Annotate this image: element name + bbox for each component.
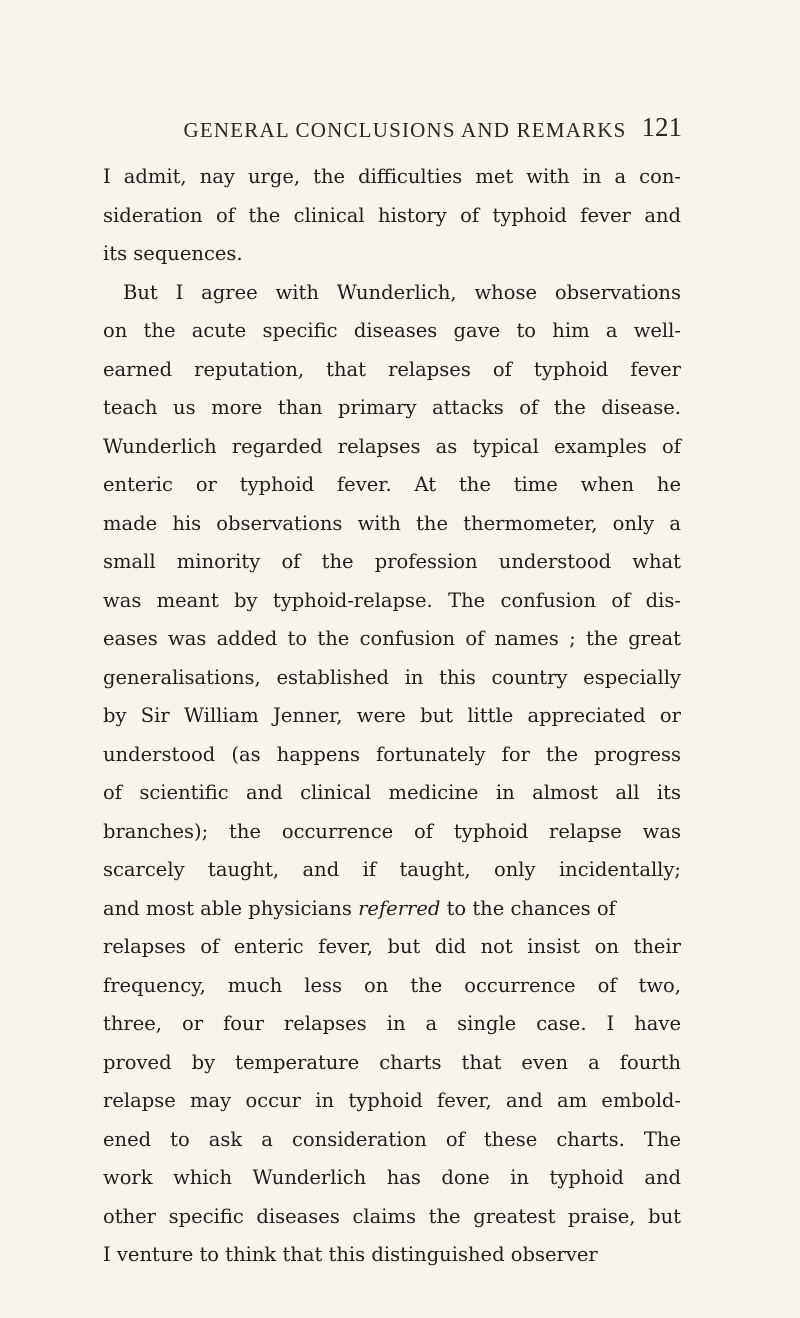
text-line: on the acute specific diseases gave to him a well-: [103, 319, 681, 342]
text-line: scarcely taught, and if taught, only incidentally;: [103, 858, 681, 881]
emphasis-text: referred: [358, 896, 441, 920]
text-line: relapses of enteric fever, but did not insist on their: [103, 935, 681, 958]
page-number: 121: [641, 112, 682, 142]
text-line: sideration of the clinical history of typhoid fever and: [103, 203, 681, 227]
text-line: three, or four relapses in a single case. I have: [103, 1012, 681, 1035]
text-line: [103, 890, 681, 929]
text-line: eases was added to the confusion of names ; the great: [103, 627, 681, 650]
paragraph: [103, 274, 681, 1275]
text-line: frequency, much less on the occurrence of two,: [103, 973, 681, 997]
text-line: enteric or typhoid fever. At the time when he: [103, 473, 681, 496]
body-text: [103, 158, 681, 1275]
text-line: But I agree with Wunderlich, whose observations: [123, 280, 681, 304]
text-line: generalisations, established in this country especially: [103, 665, 681, 689]
text-line: teach us more than primary attacks of the disease.: [103, 396, 681, 419]
text-line: relapse may occur in typhoid fever, and am embold-: [103, 1089, 681, 1112]
text-line: other specific diseases claims the greatest praise, but: [103, 1204, 681, 1228]
text-line: earned reputation, that relapses of typhoid fever: [103, 357, 681, 381]
page-header: [0, 112, 800, 152]
text-span: to the chances of: [440, 896, 616, 920]
text-line: Wunderlich regarded relapses as typical examples of: [103, 434, 681, 458]
text-line: ened to ask a consideration of these charts. The: [103, 1127, 681, 1151]
text-line: understood (as happens fortunately for the progress: [103, 742, 681, 766]
text-line: of scientific and clinical medicine in almost all its: [103, 781, 681, 804]
text-line: by Sir William Jenner, were but little appreciated or: [103, 704, 681, 727]
text-line: small minority of the profession understood what: [103, 550, 681, 573]
running-head: GENERAL CONCLUSIONS AND REMARKS: [183, 118, 627, 142]
text-line: proved by temperature charts that even a fourth: [103, 1050, 681, 1074]
text-line: I admit, nay urge, the difficulties met with in a con-: [103, 165, 681, 188]
text-line: I venture to think that this distinguished observer: [103, 1243, 598, 1266]
text-line: branches); the occurrence of typhoid relapse was: [103, 819, 681, 843]
paragraph: [103, 158, 681, 274]
text-line: made his observations with the thermometer, only a: [103, 511, 681, 535]
text-line: work which Wunderlich has done in typhoid and: [103, 1166, 681, 1189]
text-line: was meant by typhoid-relapse. The confusion of dis-: [103, 588, 681, 612]
text-span: and most able physicians: [103, 896, 359, 920]
text-line: its sequences.: [103, 242, 243, 265]
